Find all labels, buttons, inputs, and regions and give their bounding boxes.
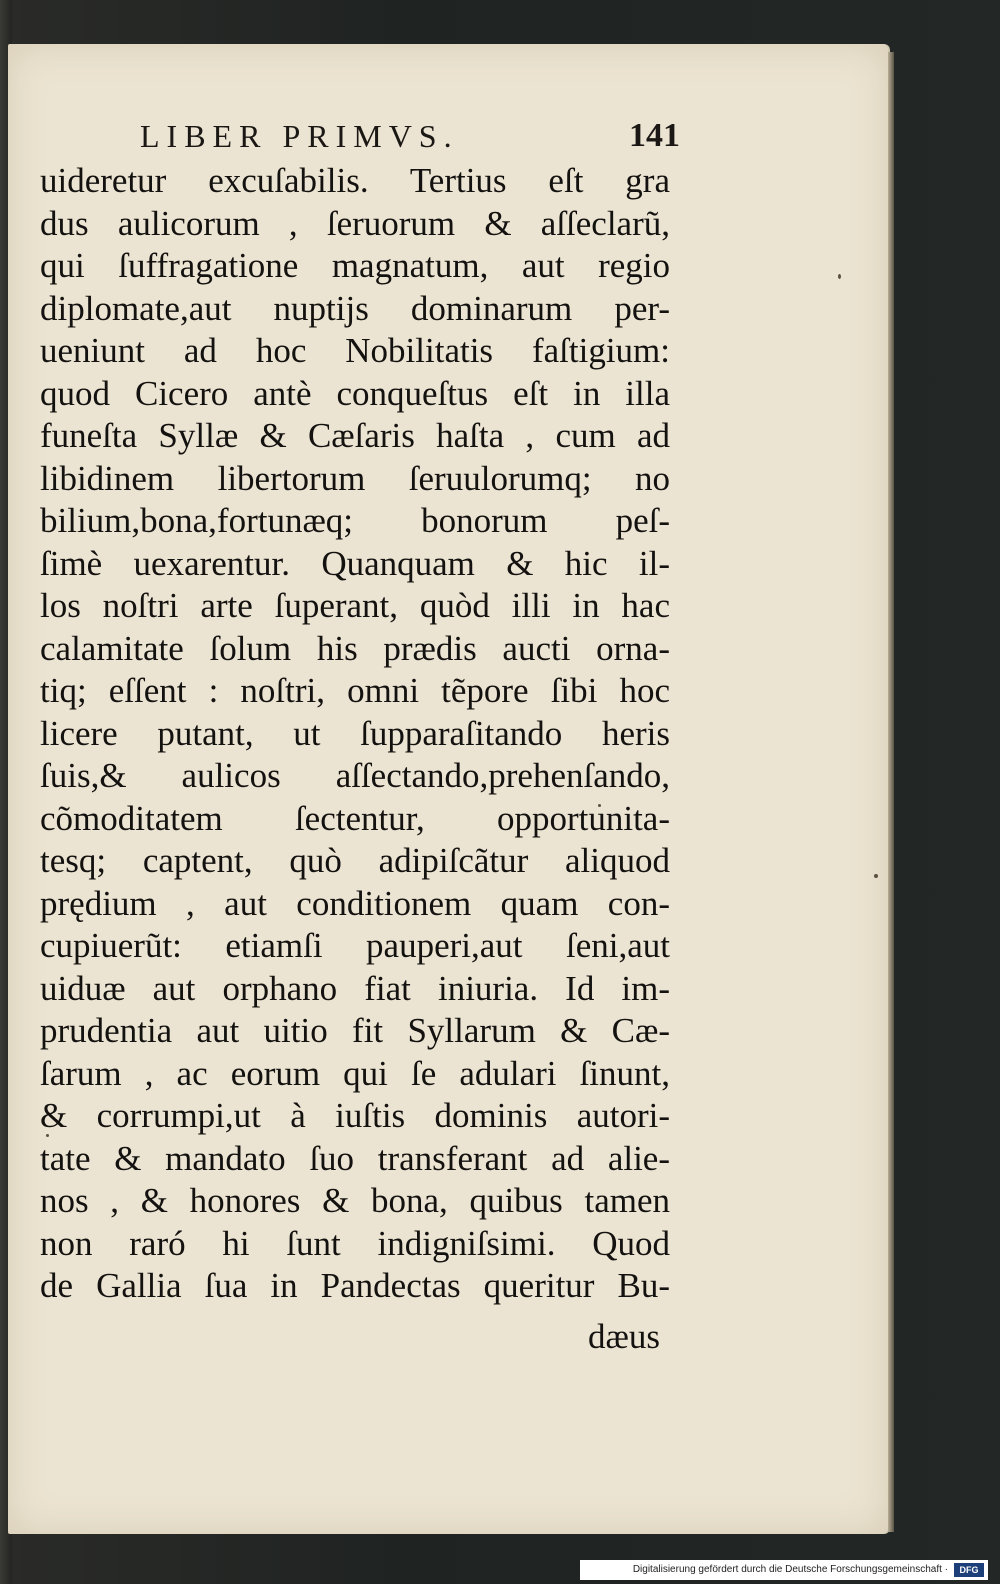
dfg-logo: DFG [954, 1563, 984, 1577]
text-line: tate & mandato ſuo transferant ad alie- [40, 1138, 670, 1178]
page-number: 141 [629, 117, 680, 154]
text-line: quod Cicero antè conqueſtus eſt in illa [40, 373, 670, 413]
paper-speck [838, 274, 841, 279]
page-edge [888, 52, 894, 1532]
text-line: nos , & honores & bona, quibus tamen [40, 1181, 670, 1220]
text-line: funeſta Syllæ & Cæſaris haſta , cum ad [40, 416, 670, 455]
text-line: prędium , aut conditionem quam con- [40, 883, 670, 923]
paper-speck [874, 874, 878, 878]
body-text [40, 160, 670, 1308]
running-head [140, 116, 680, 156]
text-line: de Gallia ſua in Pandectas queritur Bu- [40, 1266, 670, 1305]
text-line: cõmoditatem ſectentur, opportunita- [40, 798, 670, 838]
text-line: cupiuerũt: etiamſi pauperi,aut ſeni,aut [40, 926, 670, 965]
text-line: los noſtri arte ſuperant, quòd illi in hac [40, 586, 670, 625]
text-line: uideretur excuſabilis. Tertius eſt gra [40, 161, 670, 200]
text-line: ſarum , ac eorum qui ſe adulari ſinunt, [40, 1053, 670, 1093]
text-line: ſuis,& aulicos aſſectando,prehenſando, [40, 756, 670, 795]
text-line: & corrumpi,ut à iuſtis dominis autori- [40, 1096, 670, 1135]
text-line: uiduæ aut orphano fiat iniuria. Id im- [40, 968, 670, 1008]
text-line: tiq; eſſent : noſtri, omni tẽpore ſibi hoc [40, 671, 670, 710]
text-line: licere putant, ut ſupparaſitando heris [40, 713, 670, 753]
catchword: dæus [588, 1317, 660, 1356]
text-line: libidinem libertorum ſeruulorumq; no [40, 458, 670, 498]
text-line: qui ſuffragatione magnatum, aut regio [40, 246, 670, 285]
text-line: non raró hi ſunt indigniſsimi. Quod [40, 1223, 670, 1263]
text-line: dus aulicorum , ſeruorum & aſſeclarũ, [40, 203, 670, 243]
text-line: ueniunt ad hoc Nobilitatis faſtigium: [40, 331, 670, 370]
text-line: calamitate ſolum his prædis aucti orna- [40, 628, 670, 668]
text-line: diplomate,aut nuptijs dominarum per- [40, 288, 670, 328]
text-line: bilium,bona,fortunæq; bonorum peſ- [40, 501, 670, 540]
digitization-credit: Digitalisierung gefördert durch die Deutsche Forschungsgemeinschaft · [580, 1560, 988, 1580]
text-line: tesq; captent, quò adipiſcãtur aliquod [40, 841, 670, 880]
text-line: prudentia aut uitio fit Syllarum & Cæ- [40, 1011, 670, 1050]
text-line: ſimè uexarentur. Quanquam & hic il- [40, 543, 670, 583]
running-title: LIBER PRIMVS. [140, 118, 459, 154]
